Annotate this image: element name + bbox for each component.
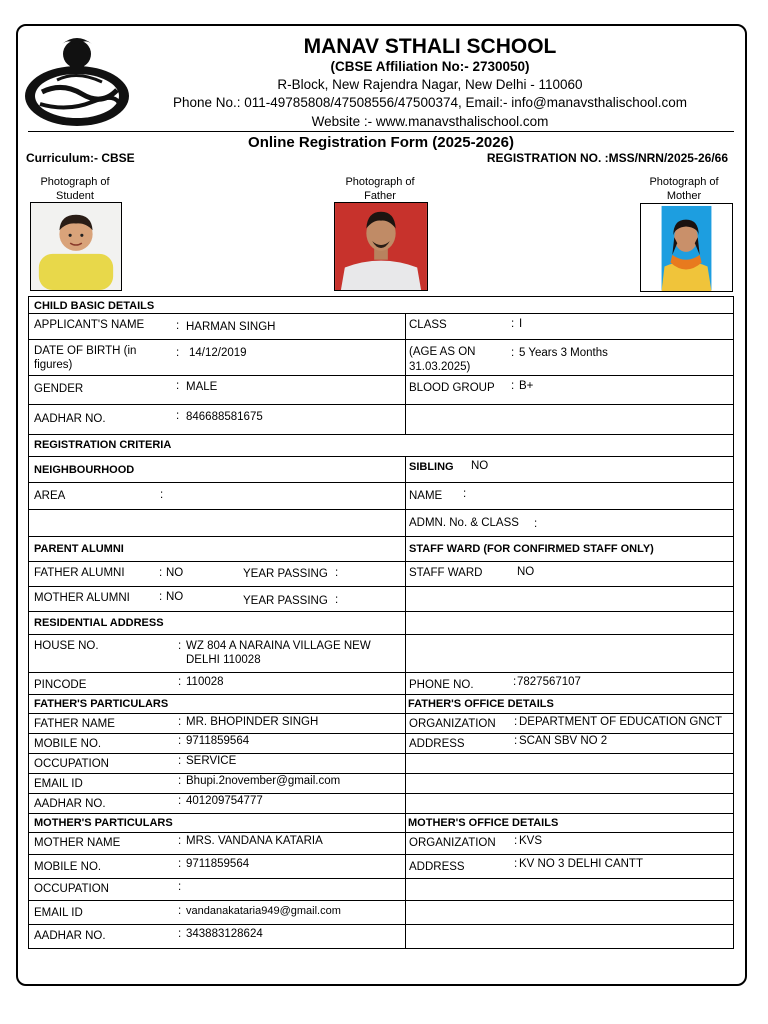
form-row xyxy=(28,753,734,773)
mother-mobile: 9711859564 xyxy=(186,858,250,870)
field-label: NAME xyxy=(409,490,443,502)
colon: : xyxy=(160,489,164,501)
father-mobile: 9711859564 xyxy=(186,735,250,747)
field-label: AADHAR NO. xyxy=(34,798,106,810)
blood-group-value: B+ xyxy=(519,380,534,392)
field-label: ORGANIZATION xyxy=(409,837,496,849)
form-row xyxy=(28,672,734,694)
curriculum: Curriculum:- CBSE xyxy=(26,151,135,165)
field-label: AREA xyxy=(34,490,66,502)
affiliation: (CBSE Affiliation No:- 2730050) xyxy=(330,59,530,74)
colon: : xyxy=(178,716,182,728)
colon: : xyxy=(514,835,518,847)
field-label: AADHAR NO. xyxy=(34,930,106,942)
caption-line: Photograph of xyxy=(40,176,110,188)
field-label: FATHER ALUMNI xyxy=(34,567,125,579)
house-address-line2: DELHI 110028 xyxy=(186,654,261,666)
form-row xyxy=(28,832,734,854)
child-aadhar: 846688581675 xyxy=(186,411,263,423)
field-label: STAFF WARD xyxy=(409,567,483,579)
form-row xyxy=(28,456,734,482)
form-row xyxy=(28,634,734,672)
colon: : xyxy=(176,380,180,392)
title-rule xyxy=(28,131,734,132)
father-photo xyxy=(334,202,428,291)
field-label: APPLICANT'S NAME xyxy=(34,319,145,331)
father-aadhar: 401209754777 xyxy=(186,795,263,807)
father-alumni-value: NO xyxy=(166,567,184,579)
field-label: EMAIL ID xyxy=(34,778,83,790)
colon: : xyxy=(463,488,467,500)
colon: : xyxy=(534,518,538,530)
colon: : xyxy=(178,881,182,893)
staff-ward-heading: STAFF WARD (FOR CONFIRMED STAFF ONLY) xyxy=(405,537,735,561)
form-row xyxy=(28,536,734,561)
field-label: YEAR PASSING xyxy=(243,595,328,607)
colon: : xyxy=(514,735,518,747)
colon: : xyxy=(511,347,515,359)
field-label: HOUSE NO. xyxy=(34,640,99,652)
caption-line: Student xyxy=(56,190,94,202)
field-label: ADDRESS xyxy=(409,738,465,750)
colon: : xyxy=(178,775,182,787)
field-label: BLOOD GROUP xyxy=(409,382,495,394)
registration-number: REGISTRATION NO. :MSS/NRN/2025-26/66 xyxy=(486,151,728,165)
pincode-value: 110028 xyxy=(186,676,224,688)
class-value: I xyxy=(519,318,523,330)
form-row xyxy=(28,509,734,536)
section-heading: FATHER'S OFFICE DETAILS xyxy=(405,695,735,713)
form-row xyxy=(28,900,734,924)
field-label: PINCODE xyxy=(34,679,87,691)
address-section-row xyxy=(28,611,734,634)
school-name: MANAV STHALI SCHOOL xyxy=(303,35,557,58)
caption-line: Mother xyxy=(666,190,702,202)
section-heading: RESIDENTIAL ADDRESS xyxy=(34,617,164,629)
colon: : xyxy=(178,835,182,847)
field-label: OCCUPATION xyxy=(34,758,109,770)
colon: : xyxy=(335,594,339,606)
colon: : xyxy=(335,567,339,579)
form-row xyxy=(28,404,734,434)
section-heading: CHILD BASIC DETAILS xyxy=(34,300,155,312)
form-row xyxy=(28,713,734,733)
form-row xyxy=(28,878,734,900)
criteria-section-row xyxy=(28,434,734,456)
field-label: MOTHER ALUMNI xyxy=(34,592,130,604)
caption-line: Photograph of xyxy=(345,176,415,188)
house-address-line1: WZ 804 A NARAINA VILLAGE NEW xyxy=(186,640,371,652)
school-website: Website :- www.manavsthalischool.com xyxy=(311,114,549,129)
field-label: YEAR PASSING xyxy=(243,568,328,580)
form-title: Online Registration Form (2025-2026) xyxy=(248,134,514,151)
father-office-address: SCAN SBV NO 2 xyxy=(519,735,608,747)
form-row xyxy=(28,586,734,611)
field-label: OCCUPATION xyxy=(34,883,109,895)
field-label: (AGE AS ON xyxy=(409,346,476,358)
colon: : xyxy=(178,795,182,807)
colon: : xyxy=(514,858,518,870)
age-value: 5 Years 3 Months xyxy=(519,347,608,359)
mother-section-row xyxy=(28,813,734,832)
field-label: CLASS xyxy=(409,319,447,331)
colon: : xyxy=(178,905,182,917)
father-occupation: SERVICE xyxy=(186,755,237,767)
parent-alumni-heading: PARENT ALUMNI xyxy=(34,543,124,555)
mother-photo xyxy=(640,203,733,292)
form-row xyxy=(28,375,734,404)
colon: : xyxy=(176,320,180,332)
father-organization: DEPARTMENT OF EDUCATION GNCT xyxy=(519,716,722,728)
form-row xyxy=(28,793,734,813)
colon: : xyxy=(513,676,517,688)
mother-email: vandanakataria949@gmail.com xyxy=(186,905,341,917)
colon: : xyxy=(178,640,182,652)
father-email: Bhupi.2november@gmail.com xyxy=(186,775,341,787)
father-section-row xyxy=(28,694,734,713)
date-of-birth: 14/12/2019 xyxy=(189,347,247,359)
mother-aadhar: 343883128624 xyxy=(186,928,263,940)
field-label: ADMN. No. & CLASS xyxy=(409,517,519,529)
field-label: EMAIL ID xyxy=(34,907,83,919)
field-label: MOBILE NO. xyxy=(34,861,102,873)
colon: : xyxy=(159,567,163,579)
field-label: FATHER NAME xyxy=(34,718,115,730)
colon: : xyxy=(178,735,182,747)
section-heading: FATHER'S PARTICULARS xyxy=(34,698,169,710)
field-label: 31.03.2025) xyxy=(409,361,471,373)
caption-line: Photograph of xyxy=(649,176,719,188)
mother-organization: KVS xyxy=(519,835,543,847)
field-label: PHONE NO. xyxy=(409,679,474,691)
mother-name: MRS. VANDANA KATARIA xyxy=(186,835,323,847)
applicant-name: HARMAN SINGH xyxy=(186,321,276,333)
form-row xyxy=(28,924,734,949)
form-row xyxy=(28,339,734,375)
form-row xyxy=(28,854,734,878)
field-label: figures) xyxy=(34,359,73,371)
colon: : xyxy=(178,755,182,767)
colon: : xyxy=(159,591,163,603)
school-logo xyxy=(22,32,136,128)
school-address: R-Block, New Rajendra Nagar, New Delhi - 110060 xyxy=(277,77,583,92)
colon: : xyxy=(176,347,180,359)
field-label: MOBILE NO. xyxy=(34,738,102,750)
child-section-row xyxy=(28,296,734,313)
section-heading: MOTHER'S OFFICE DETAILS xyxy=(405,814,735,832)
mother-photo-caption xyxy=(634,175,734,203)
colon: : xyxy=(511,380,515,392)
colon: : xyxy=(176,410,180,422)
neighbourhood-heading: NEIGHBOURHOOD xyxy=(34,464,135,476)
section-heading: MOTHER'S PARTICULARS xyxy=(34,817,173,829)
phone-value: 7827567107 xyxy=(517,676,581,688)
field-label: ORGANIZATION xyxy=(409,718,496,730)
colon: : xyxy=(511,318,515,330)
school-contact: Phone No.: 011-49785808/47508556/47500374, Email:- info@manavsthalischool.com xyxy=(172,95,688,110)
form-row xyxy=(28,313,734,339)
student-photo-caption xyxy=(25,175,125,203)
field-label: AADHAR NO. xyxy=(34,413,106,425)
form-row xyxy=(28,561,734,586)
form-row xyxy=(28,773,734,793)
section-heading: REGISTRATION CRITERIA xyxy=(34,439,172,451)
field-label: DATE OF BIRTH (in xyxy=(34,345,137,357)
colon: : xyxy=(178,928,182,940)
mother-office-address: KV NO 3 DELHI CANTT xyxy=(519,858,643,870)
gender-value: MALE xyxy=(186,381,218,393)
field-label: ADDRESS xyxy=(409,861,465,873)
student-photo xyxy=(30,202,122,291)
form-row xyxy=(28,733,734,753)
colon: : xyxy=(514,716,518,728)
colon: : xyxy=(178,676,182,688)
field-label: SIBLING xyxy=(409,461,454,473)
form-row xyxy=(28,482,734,509)
field-label: MOTHER NAME xyxy=(34,837,121,849)
field-label: GENDER xyxy=(34,383,84,395)
caption-line: Father xyxy=(364,190,396,202)
father-name: MR. BHOPINDER SINGH xyxy=(186,716,319,728)
staff-ward-value: NO xyxy=(517,566,535,578)
father-photo-caption xyxy=(330,175,430,203)
colon: : xyxy=(178,858,182,870)
mother-alumni-value: NO xyxy=(166,591,184,603)
sibling-value: NO xyxy=(471,460,489,472)
